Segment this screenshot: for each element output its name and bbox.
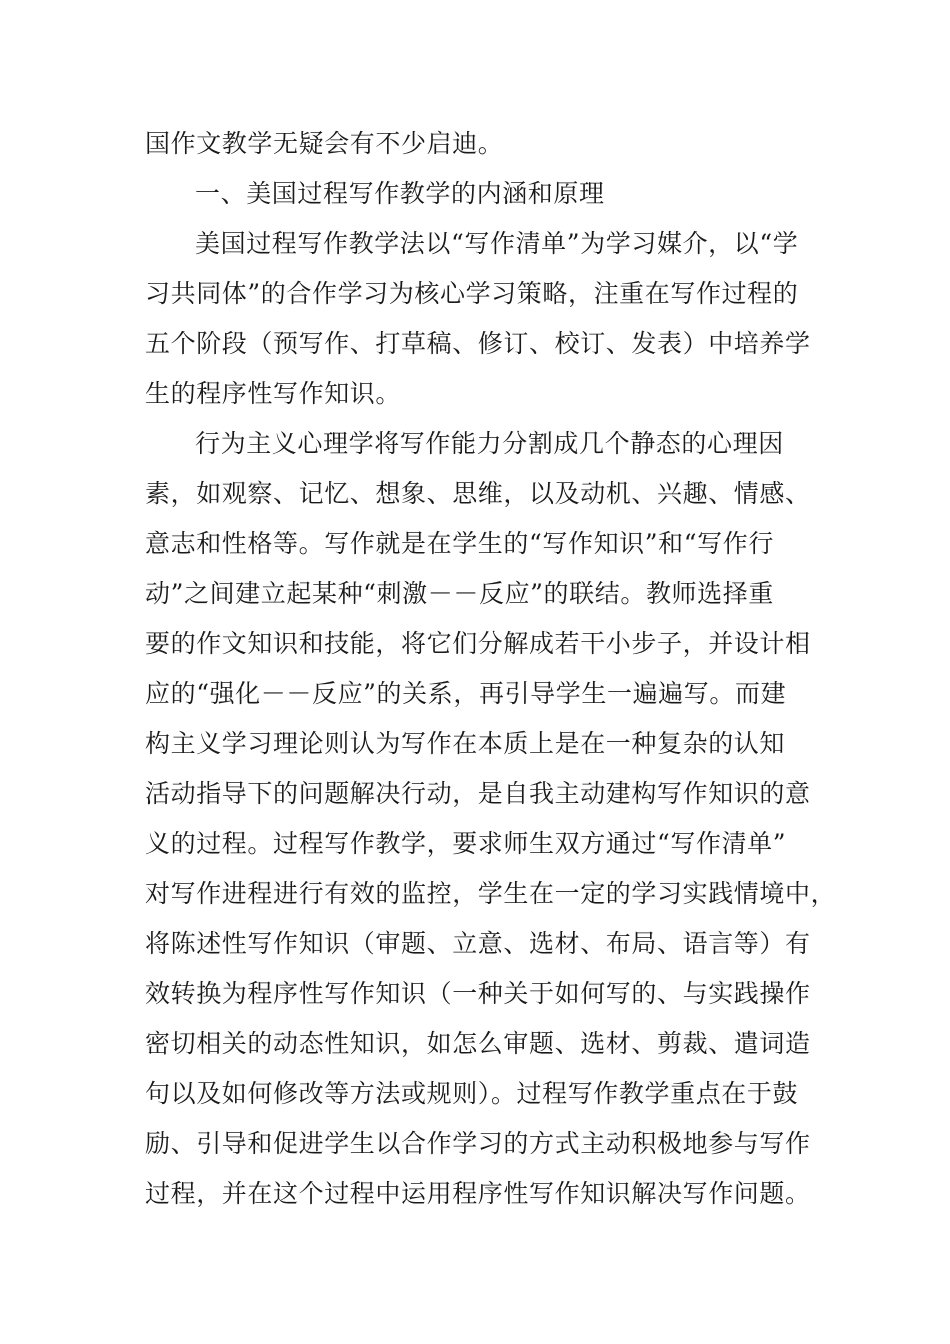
text-line-4: 习共同体”的合作学习为核心学习策略，注重在写作过程的: [145, 279, 799, 308]
section-heading: 一、美国过程写作教学的内涵和原理: [195, 179, 605, 208]
text-line-21: 励、引导和促进学生以合作学习的方式主动积极地参与写作: [145, 1129, 811, 1158]
text-line-14: 活动指导下的问题解决行动，是自我主动建构写作知识的意: [145, 779, 811, 808]
text-line-3: 美国过程写作教学法以“写作清单”为学习媒介，以“学: [195, 229, 799, 258]
text-line-17: 将陈述性写作知识（审题、立意、选材、布局、语言等）有: [145, 929, 811, 958]
text-line-6: 生的程序性写作知识。: [145, 379, 402, 408]
text-line-7: 行为主义心理学将写作能力分割成几个静态的心理因: [195, 429, 784, 458]
text-line-5: 五个阶段（预写作、打草稿、修订、校订、发表）中培养学: [145, 329, 811, 358]
text-line-10: 动”之间建立起某种“刺激－－反应”的联结。教师选择重: [145, 579, 774, 608]
text-line-22: 过程，并在这个过程中运用程序性写作知识解决写作问题。: [145, 1179, 811, 1208]
text-line-13: 构主义学习理论则认为写作在本质上是在一种复杂的认知: [145, 729, 786, 758]
text-line-9: 意志和性格等。写作就是在学生的“写作知识”和“写作行: [145, 529, 774, 558]
text-line-19: 密切相关的动态性知识，如怎么审题、选材、剪裁、遣词造: [145, 1029, 811, 1058]
text-line-16: 对写作进程进行有效的监控，学生在一定的学习实践情境中，: [145, 879, 837, 908]
text-line-11: 要的作文知识和技能，将它们分解成若干小步子，并设计相: [145, 629, 811, 658]
text-line-15: 义的过程。过程写作教学，要求师生双方通过“写作清单”: [145, 829, 787, 858]
text-line-20: 句以及如何修改等方法或规则）。过程写作教学重点在于鼓: [145, 1079, 799, 1108]
text-line-1: 国作文教学无疑会有不少启迪。: [145, 129, 504, 158]
text-line-8: 素，如观察、记忆、想象、思维，以及动机、兴趣、情感、: [145, 479, 811, 508]
text-line-18: 效转换为程序性写作知识（一种关于如何写的、与实践操作: [145, 979, 811, 1008]
text-line-12: 应的“强化－－反应”的关系，再引导学生一遍遍写。而建: [145, 679, 787, 708]
